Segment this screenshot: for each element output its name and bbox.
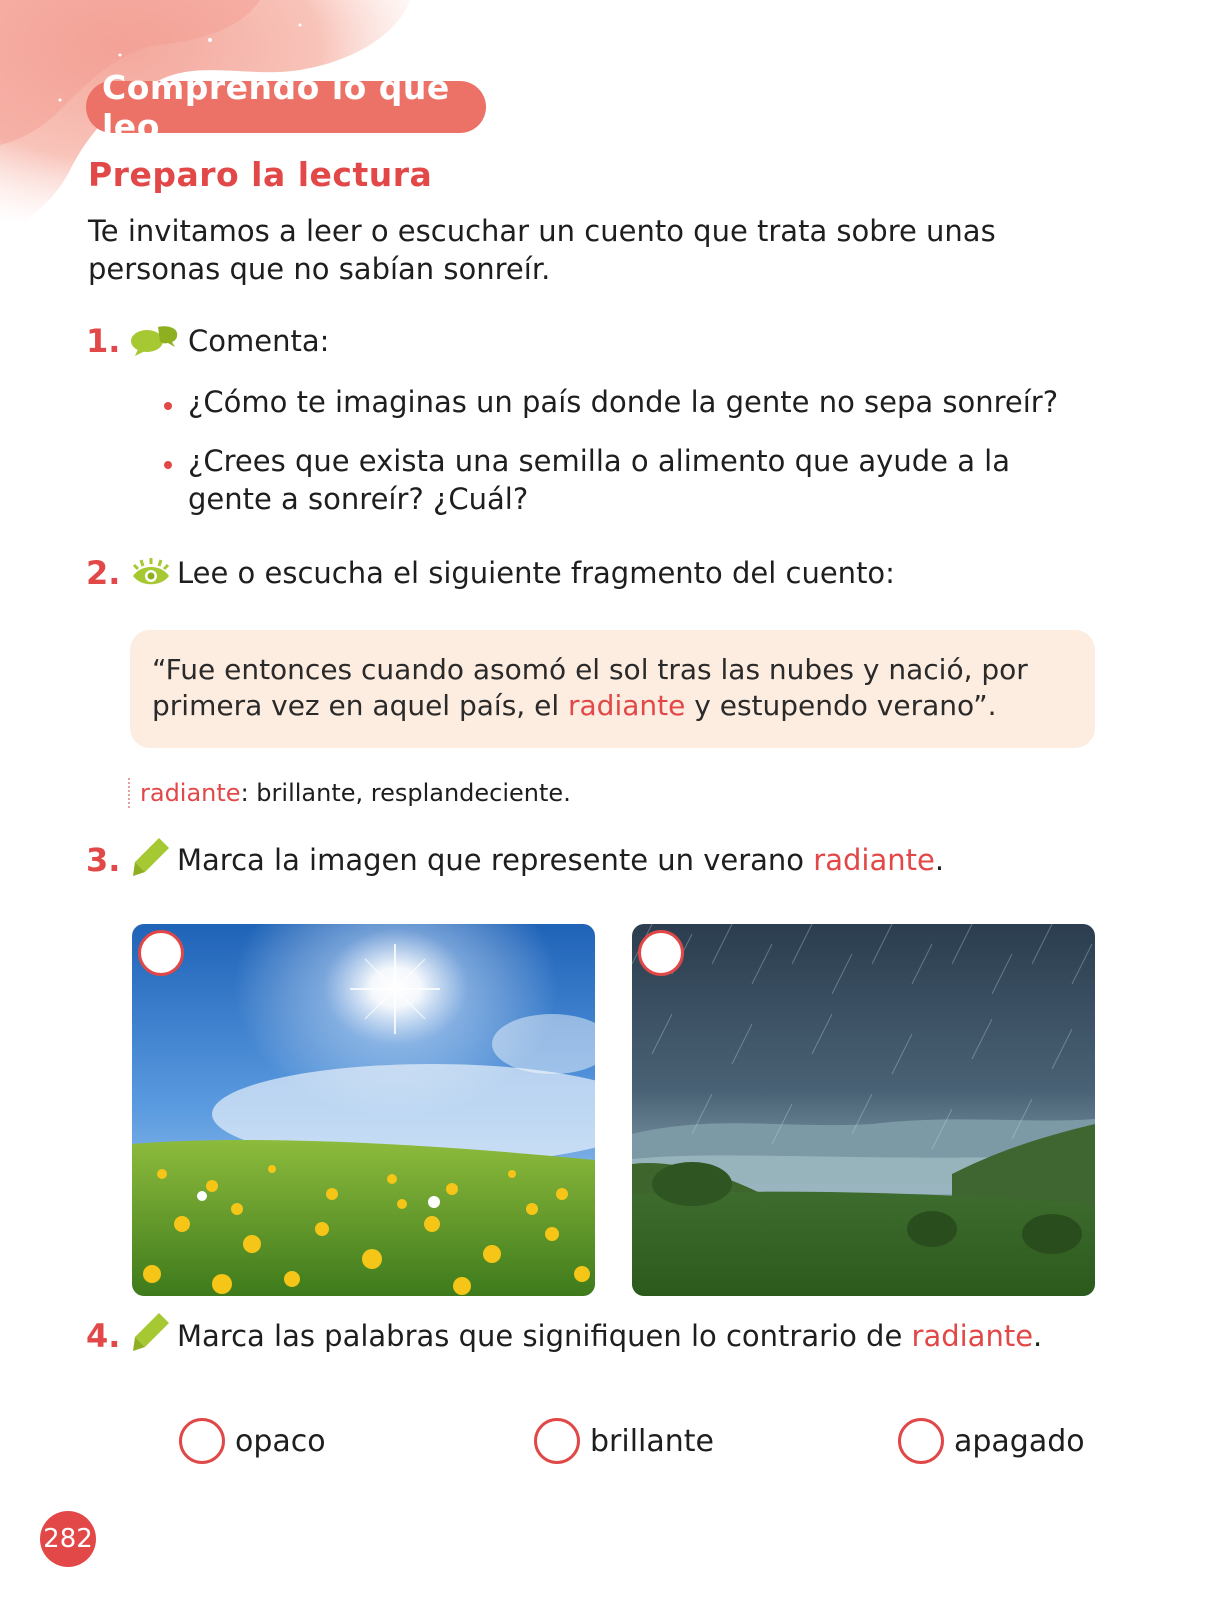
item-number-4: 4. [86, 1317, 121, 1355]
item-4-period: . [1033, 1319, 1043, 1353]
sunny-meadow-photo[interactable] [132, 924, 595, 1296]
gloss-definition: : brillante, resplandeciente. [240, 779, 571, 807]
quote-text-end: y estupendo verano”. [685, 689, 997, 722]
story-quote-box [130, 630, 1095, 748]
glossary-note [128, 778, 571, 808]
page-number: 282 [40, 1511, 96, 1567]
option-radio[interactable] [898, 1418, 944, 1464]
item-text-3 [177, 841, 944, 879]
item-text-1: Comenta: [188, 324, 330, 358]
option-label: apagado [954, 1423, 1085, 1459]
item-4-highlight: radiante [911, 1319, 1034, 1353]
quote-text-start: “Fue entonces cuando asomó el sol tras las nubes y nació, por primera vez en aquel país, el [152, 653, 1028, 722]
bullet-dot [164, 461, 172, 469]
item-number-3: 3. [86, 841, 121, 879]
item-4-text: Marca las palabras que signifiquen lo contrario de [177, 1319, 912, 1353]
rainy-landscape-photo[interactable] [632, 924, 1095, 1296]
item-1-bullet-1: ¿Cómo te imaginas un país donde la gente no sepa sonreír? [188, 385, 1059, 419]
item-text-2: Lee o escucha el siguiente fragmento del cuento: [177, 556, 895, 590]
item-text-4 [177, 1317, 1042, 1355]
eye-icon [131, 556, 171, 588]
section-subtitle: Preparo la lectura [88, 155, 433, 194]
item-number-1: 1. [86, 322, 121, 360]
item-1-bullet-2: ¿Crees que exista una semilla o alimento que ayude a la gente a sonreír? ¿Cuál? [188, 444, 1011, 516]
option-opaco[interactable] [179, 1418, 326, 1464]
gloss-term: radiante [140, 779, 241, 807]
select-image-radio[interactable] [638, 930, 684, 976]
speech-bubbles-icon [130, 323, 180, 357]
option-brillante[interactable] [534, 1418, 714, 1464]
quote-highlight: radiante [568, 689, 686, 722]
option-radio[interactable] [179, 1418, 225, 1464]
item-3-period: . [934, 843, 945, 877]
item-number-2: 2. [86, 554, 121, 592]
section-pill: Comprendo lo que leo [86, 81, 486, 133]
item-3-text: Marca la imagen que represente un verano [177, 843, 814, 877]
bullet-dot [164, 402, 172, 410]
intro-paragraph: Te invitamos a leer o escuchar un cuento que trata sobre unas personas que no sabían sonreír. [88, 214, 996, 286]
option-apagado[interactable] [898, 1418, 1085, 1464]
pencil-icon [131, 1311, 171, 1353]
pencil-icon [131, 836, 171, 878]
select-image-radio[interactable] [138, 930, 184, 976]
option-label: opaco [235, 1423, 326, 1459]
option-label: brillante [590, 1423, 714, 1459]
option-radio[interactable] [534, 1418, 580, 1464]
item-3-highlight: radiante [813, 843, 935, 877]
